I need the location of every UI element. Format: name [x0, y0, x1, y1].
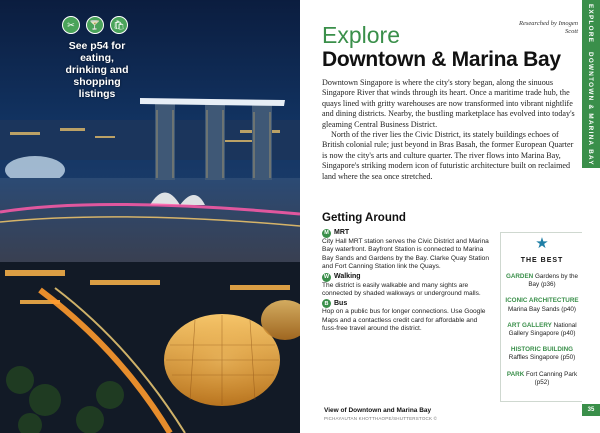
- best-text: Raffles Singapore (p50): [508, 354, 576, 362]
- transport-text: Hop on a public bus for longer connections. Use Google Maps and a contactless credit card for affordable and fuss-free travel around the district.: [322, 308, 486, 333]
- intro-paragraph: North of the river lies the Civic District, its stately buildings echoes of British colonial rule; just beyond in Bras Basah, the former European Quarter is now the city's arts and culture quarter. The river flows into Marina Bay, Singapore's striking modern icon of futuristic architecture built on reclaimed land where the sea once stretched.: [322, 130, 574, 181]
- transport-mode: Bus: [334, 299, 348, 307]
- bus-icon: B: [322, 299, 331, 308]
- star-icon: ★: [535, 235, 549, 252]
- side-tab-section: DOWNTOWN & MARINA BAY: [587, 52, 594, 167]
- metro-icon: M: [322, 229, 331, 238]
- best-category: ICONIC ARCHITECTURE: [505, 297, 579, 305]
- best-category: ART GALLERY: [507, 321, 552, 329]
- walking-icon: W: [323, 273, 330, 280]
- shop-icon: 🛍: [110, 16, 128, 34]
- transport-mode: Walking: [334, 272, 361, 280]
- transport-heading-mrt: [322, 229, 492, 238]
- best-category: PARK: [506, 370, 525, 378]
- see-listings-text: See p54 for eating, drinking and shopping listings: [65, 40, 129, 100]
- best-category: GARDEN: [505, 273, 534, 280]
- getting-around-heading: Getting Around: [322, 212, 406, 224]
- best-item: [505, 273, 579, 289]
- page-title: Downtown & Marina Bay: [322, 48, 561, 71]
- caption-credit: PICHAYAUTAN KHOTTHAOPE/SHUTTERSTOCK ©: [324, 416, 438, 421]
- best-text: National Gallery Singapore (p40): [508, 321, 577, 338]
- side-tab-text: [587, 4, 594, 172]
- section-kicker: Explore: [322, 22, 400, 48]
- caption-title: View of Downtown and Marina Bay: [324, 407, 432, 414]
- intro-text: [322, 78, 578, 182]
- side-tab-explore: EXPLORE: [587, 4, 594, 44]
- transport-list: [322, 228, 492, 335]
- researched-by: Researched by Imogen Scott: [519, 20, 578, 35]
- best-text: Gardens by the Bay (p36): [528, 273, 579, 289]
- transport-heading-walking: [322, 273, 492, 282]
- the-best-box: [500, 232, 584, 402]
- transport-heading-bus: [322, 299, 492, 308]
- best-item: [505, 371, 579, 387]
- best-category: HISTORIC BUILDING: [510, 346, 574, 354]
- intro-paragraph: Downtown Singapore is where the city's story began, along the sinuous Singapore River that winds through its heart. Once a maritime trade hub, the quays lined with gritty warehouses are now transformed into vibrant nightlife and dining districts. Nearby, the bustling marketplace has evolved into today's gleaming Central Business District.: [322, 78, 575, 129]
- listing-icons: [62, 16, 128, 34]
- page-number: 35: [582, 404, 600, 416]
- best-item: [505, 297, 579, 313]
- best-item: [505, 346, 579, 362]
- best-text: Marina Bay Sands (p40): [508, 305, 576, 313]
- transport-text: The district is easily walkable and many sights are connected by shaded walkways or underground malls.: [322, 281, 481, 298]
- transport-text: City Hall MRT station serves the Civic District and Marina Bay waterfront. Bayfront Station is connected to Marina Bay Sands and Gardens by the Bay. Clarke Quay Station and Fort Canning Station link the Quays.: [322, 238, 490, 271]
- the-best-list: [505, 273, 579, 395]
- photo-caption: [324, 407, 524, 421]
- best-text: Fort Canning Park (p52): [526, 370, 578, 386]
- drink-icon: 🍸: [86, 16, 104, 34]
- transport-mode: MRT: [334, 229, 350, 237]
- best-item: [505, 322, 579, 338]
- restaurant-icon: ✂: [62, 16, 80, 34]
- the-best-title: THE BEST: [520, 257, 564, 264]
